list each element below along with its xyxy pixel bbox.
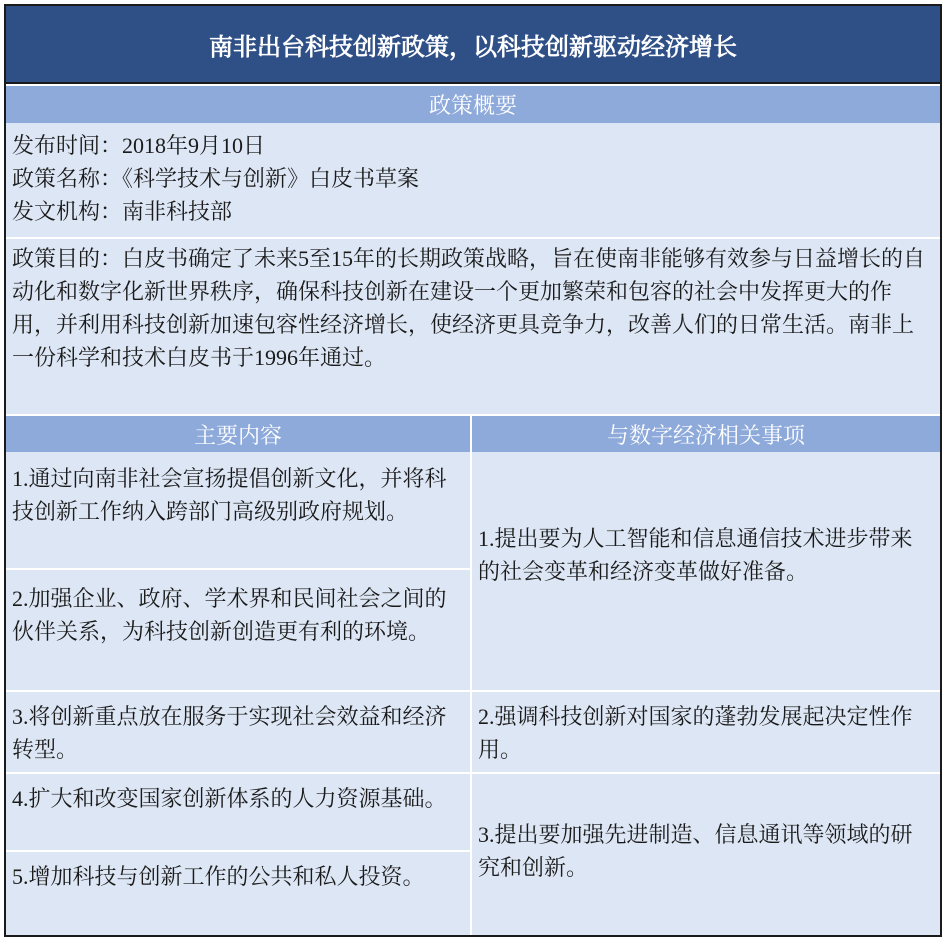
issuing-agency: 发文机构：南非科技部 xyxy=(12,199,233,224)
policy-table xyxy=(4,4,942,937)
left-column-header: 主要内容 xyxy=(6,416,470,452)
main-content-item-1: 1.通过向南非社会宣扬提倡创新文化，并将科技创新工作纳入跨部门高级别政府规划。 xyxy=(12,466,447,524)
right-column-header: 与数字经济相关事项 xyxy=(472,416,940,452)
policy-name: 政策名称：《科学技术与创新》白皮书草案 xyxy=(12,166,420,191)
table-row xyxy=(6,774,470,850)
overview-purpose xyxy=(6,239,940,414)
digital-economy-item-3: 3.提出要加强先进制造、信息通讯等领域的研究和创新。 xyxy=(478,822,913,880)
table-title: 南非出台科技创新政策，以科技创新驱动经济增长 xyxy=(6,6,940,84)
overview-basic-info xyxy=(6,123,940,237)
table-row xyxy=(6,452,470,568)
table-row xyxy=(6,692,470,772)
digital-economy-item-1: 1.提出要为人工智能和信息通信技术进步带来的社会变革和经济变革做好准备。 xyxy=(478,526,913,584)
table-row xyxy=(6,570,470,690)
table-row xyxy=(472,774,940,935)
table-row xyxy=(472,692,940,772)
main-content-item-3: 3.将创新重点放在服务于实现社会效益和经济转型。 xyxy=(12,704,447,762)
main-content-item-2: 2.加强企业、政府、学术界和民间社会之间的伙伴关系，为科技创新创造更有利的环境。 xyxy=(12,586,447,644)
table-row xyxy=(6,852,470,935)
main-content-item-5: 5.增加科技与创新工作的公共和私人投资。 xyxy=(12,864,425,889)
table-row xyxy=(472,452,940,690)
overview-header: 政策概要 xyxy=(6,86,940,123)
policy-purpose: 政策目的：白皮书确定了未来5至15年的长期政策战略，旨在使南非能够有效参与日益增长的自动化和数字化新世界秩序，确保科技创新在建设一个更加繁荣和包容的社会中发挥更大的作用，并利用科技创新加速包容性经济增长，使经济更具竞争力，改善人们的日常生活。南非上一份科学和技术白皮书于1996年通过。 xyxy=(12,246,926,370)
release-time: 发布时间：2018年9月10日 xyxy=(12,133,266,158)
digital-economy-item-2: 2.强调科技创新对国家的蓬勃发展起决定性作用。 xyxy=(478,704,913,762)
main-content-item-4: 4.扩大和改变国家创新体系的人力资源基础。 xyxy=(12,786,447,811)
